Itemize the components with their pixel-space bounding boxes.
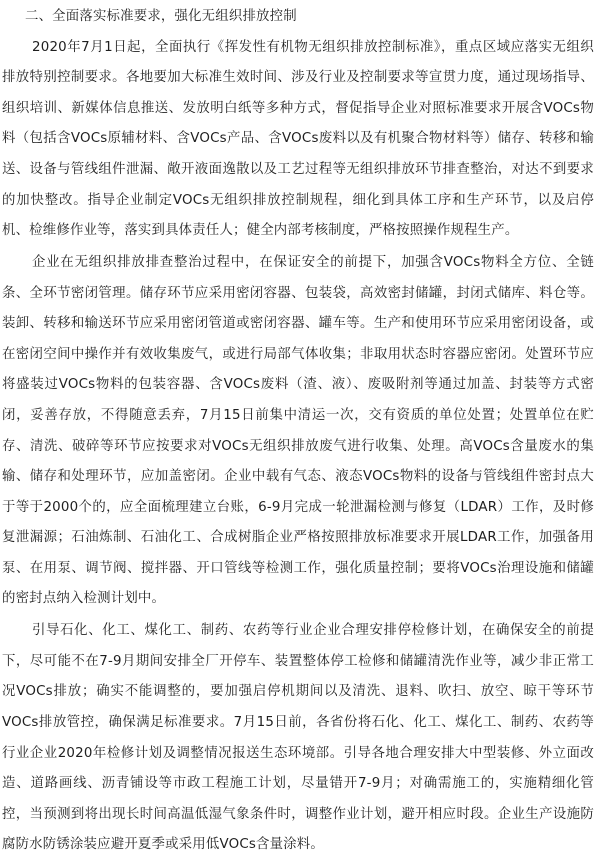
paragraph-maintenance-scheduling: 引导石化、化工、煤化工、制药、农药等行业企业合理安排停检修计划，在确保安全的前提下，尽可能不在7-9月期间安排全厂开停车、装置整体停工检修和储罐清洗作业等，减少非正常工况VOCs排放；确实不能调整的，要加强启停机期间以及清洗、退料、吹扫、放空、晾干等环节VOCs排放管控，确保满足标准要求。7月15日前，各省份将石化、化工、煤化工、制药、农药等行业企业2020年检修计划及调整情况报送生态环境部。引导各地合理安排大中型装修、外立面改造、道路画线、沥青铺设等市政工程施工计划，尽量错开7-9月；对确需施工的，实施精细化管控，当预测到将出现长时间高温低湿气象条件时，调整作业计划，避开相应时段。企业生产设施防腐防水防锈涂装应避开夏季或采用低VOCs含量涂料。	[2, 623, 594, 853]
paragraph-enterprise-rectification: 企业在无组织排放排查整治过程中，在保证安全的前提下，加强含VOCs物料全方位、全链条、全环节密闭管理。储存环节应采用密闭容器、包装袋，高效密封储罐，封闭式储库、料仓等。装卸、转移和输送环节应采用密闭管道或密闭容器、罐车等。生产和使用环节应采用密闭设备，或在密闭空间中操作并有效收集废气，或进行局部气体收集；非取用状态时容器应密闭。处置环节应将盛装过VOCs物料的包装容器、含VOCs废料（渣、液）、废吸附剂等通过加盖、封装等方式密闭，妥善存放，不得随意丢弃，7月15日前集中清运一次，交有资质的单位处置；处置单位在贮存、清洗、破碎等环节应按要求对VOCs无组织排放废气进行收集、处理。高VOCs含量废水的集输、储存和处理环节，应加盖密闭。企业中载有气态、液态VOCs物料的设备与管线组件密封点大于等于2000个的，应全面梳理建立台账，6-9月完成一轮泄漏检测与修复（LDAR）工作，及时修复泄漏源；石油炼制、石油化工、合成树脂企业严格按照排放标准要求开展LDAR工作，加强备用泵、在用泵、调节阀、搅拌器、开口管线等检测工作，强化质量控制；要将VOCs治理设施和储罐的密封点纳入检测计划中。	[2, 254, 594, 607]
section-heading: 二、全面落实标准要求，强化无组织排放控制	[25, 9, 297, 24]
paragraph-standard-implementation: 2020年7月1日起，全面执行《挥发性有机物无组织排放控制标准》，重点区域应落实无组织排放特别控制要求。各地要加大标准生效时间、涉及行业及控制要求等宣贯力度，通过现场指导、组织培训、新媒体信息推送、发放明白纸等多种方式，督促指导企业对照标准要求开展含VOCs物料（包括含VOCs原辅材料、含VOCs产品、含VOCs废料以及有机聚合物材料等）储存、转移和输送、设备与管线组件泄漏、敞开液面逸散以及工艺过程等无组织排放环节排查整治，对达不到要求的加快整改。指导企业制定VOCs无组织排放控制规程，细化到具体工序和生产环节，以及启停机、检维修作业等，落实到具体责任人；健全内部考核制度，严格按照操作规程生产。	[2, 39, 594, 239]
